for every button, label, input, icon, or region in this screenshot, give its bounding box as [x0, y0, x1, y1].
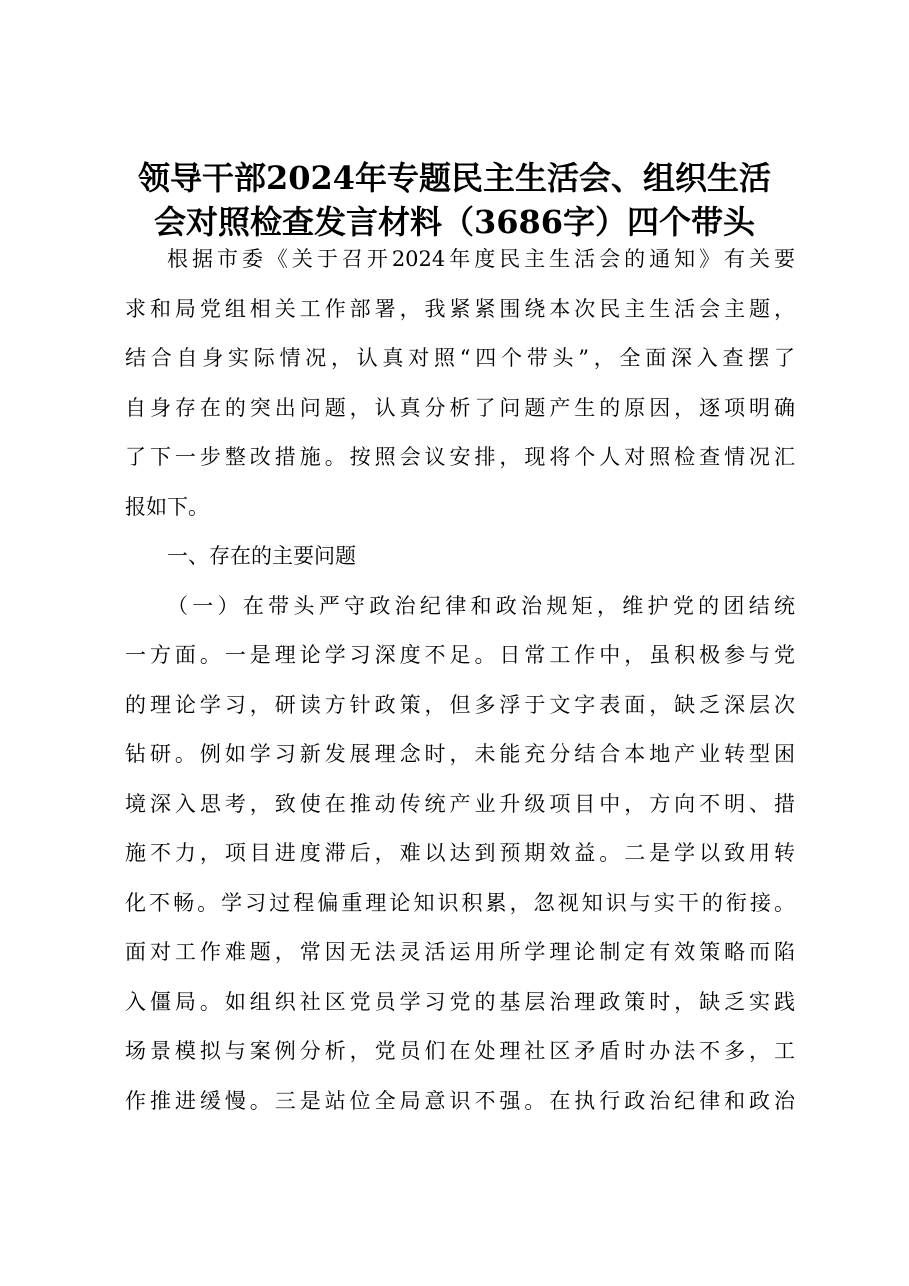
section1-line: 境深入思考，致使在推动传统产业升级项目中，方向不明、措	[125, 791, 795, 816]
title-line-1: 领导干部2024年专题民主生活会、组织生活	[137, 159, 772, 197]
document-title	[100, 156, 809, 244]
intro-line: 自身存在的突出问题，认真分析了问题产生的原因，逐项明确	[125, 395, 795, 420]
title-line-2: 会对照检查发言材料（3686字）四个带头	[153, 203, 756, 241]
section1-line: 一方面。一是理论学习深度不足。日常工作中，虽积极参与党	[125, 643, 795, 667]
intro-paragraph	[125, 235, 795, 532]
intro-line: 了下一步整改措施。按照会议安排，现将个人对照检查情况汇	[125, 445, 795, 469]
section1-line: 作推进缓慢。三是站位全局意识不强。在执行政治纪律和政治	[125, 1088, 795, 1113]
section1-line: （一）在带头严守政治纪律和政治规矩，维护党的团结统	[167, 593, 795, 618]
section1-line: 场景模拟与案例分析，党员们在处理社区矛盾时办法不多，工	[125, 1039, 795, 1063]
section-heading: 一、存在的主要问题	[167, 544, 356, 568]
intro-line: 结合自身实际情况，认真对照“四个带头”，全面深入查摆了	[125, 346, 795, 370]
intro-line: 报如下。	[125, 494, 209, 519]
section1-line: 施不力，项目进度滞后，难以达到预期效益。二是学以致用转	[125, 841, 795, 865]
intro-line: 求和局党组相关工作部署，我紧紧围绕本次民主生活会主题，	[125, 296, 795, 321]
section1-line: 化不畅。学习过程偏重理论知识积累，忽视知识与实干的衔接。	[125, 890, 795, 915]
section1-line: 钻研。例如学习新发展理念时，未能充分结合本地产业转型困	[125, 742, 795, 766]
document-body	[125, 235, 795, 1126]
section1-paragraph	[125, 582, 795, 1127]
section1-line: 面对工作难题，常因无法灵活运用所学理论制定有效策略而陷	[125, 940, 795, 964]
section1-line: 的理论学习，研读方针政策，但多浮于文字表面，缺乏深层次	[125, 692, 795, 717]
intro-line: 根据市委《关于召开2024年度民主生活会的通知》有关要	[167, 247, 795, 271]
section1-line: 入僵局。如组织社区党员学习党的基层治理政策时，缺乏实践	[125, 989, 795, 1014]
